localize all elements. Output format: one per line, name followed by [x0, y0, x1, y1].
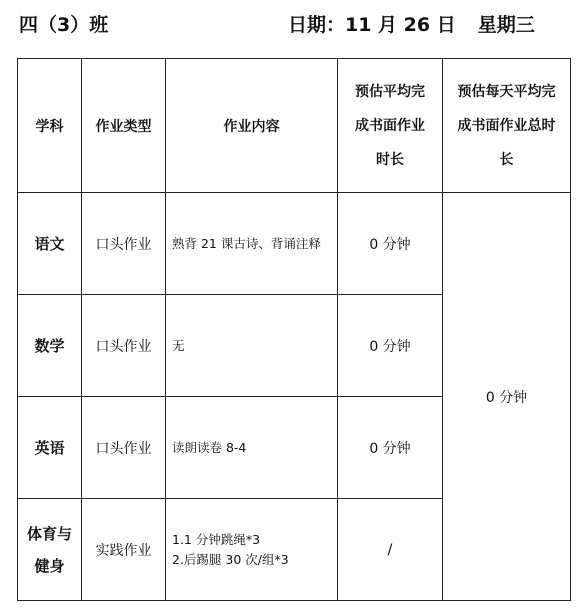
date-line: [288, 10, 535, 37]
subject-cell: 语文: [18, 193, 82, 295]
content-cell: [166, 193, 338, 295]
class-title: 四（3）班: [19, 14, 109, 36]
subject-cell: [18, 499, 82, 601]
weekday-text: 星期三: [477, 14, 535, 36]
subject-line: 体育与: [26, 524, 72, 543]
table-row: [18, 193, 571, 295]
header-estimated-time: [338, 59, 443, 193]
type-cell: 实践作业: [82, 499, 166, 601]
content-line: 熟背 21 课古诗、背诵注释: [172, 235, 321, 251]
total-time-cell: 0 分钟: [443, 193, 571, 601]
content-cell: [166, 499, 338, 601]
date-text: 日期：11 月 26 日: [288, 14, 456, 36]
header-line: 预估每天平均完: [457, 83, 556, 100]
content-line: 2.后踢腿 30 次/组*3: [172, 551, 289, 567]
header-line: 成书面作业总时: [457, 117, 556, 134]
header-subject: 学科: [18, 59, 82, 193]
header-line: 成书面作业: [355, 117, 425, 134]
type-cell: 口头作业: [82, 295, 166, 397]
content-cell: [166, 397, 338, 499]
homework-table: [17, 58, 571, 601]
header-total-time: [443, 59, 571, 193]
time-cell: /: [338, 499, 443, 601]
header-line: 预估平均完: [355, 83, 425, 100]
content-cell: [166, 295, 338, 397]
header-line: 长: [499, 151, 514, 168]
header-content: 作业内容: [166, 59, 338, 193]
table-header-row: [18, 59, 571, 193]
header-type: 作业类型: [82, 59, 166, 193]
type-cell: 口头作业: [82, 193, 166, 295]
content-line: 无: [172, 337, 185, 353]
content-line: 读朗读卷 8-4: [172, 439, 247, 455]
time-cell: 0 分钟: [338, 193, 443, 295]
content-line: 1.1 分钟跳绳*3: [172, 531, 261, 547]
subject-cell: 英语: [18, 397, 82, 499]
header-line: 时长: [376, 151, 404, 168]
subject-cell: 数学: [18, 295, 82, 397]
time-cell: 0 分钟: [338, 295, 443, 397]
time-cell: 0 分钟: [338, 397, 443, 499]
type-cell: 口头作业: [82, 397, 166, 499]
subject-line: 健身: [34, 556, 65, 575]
